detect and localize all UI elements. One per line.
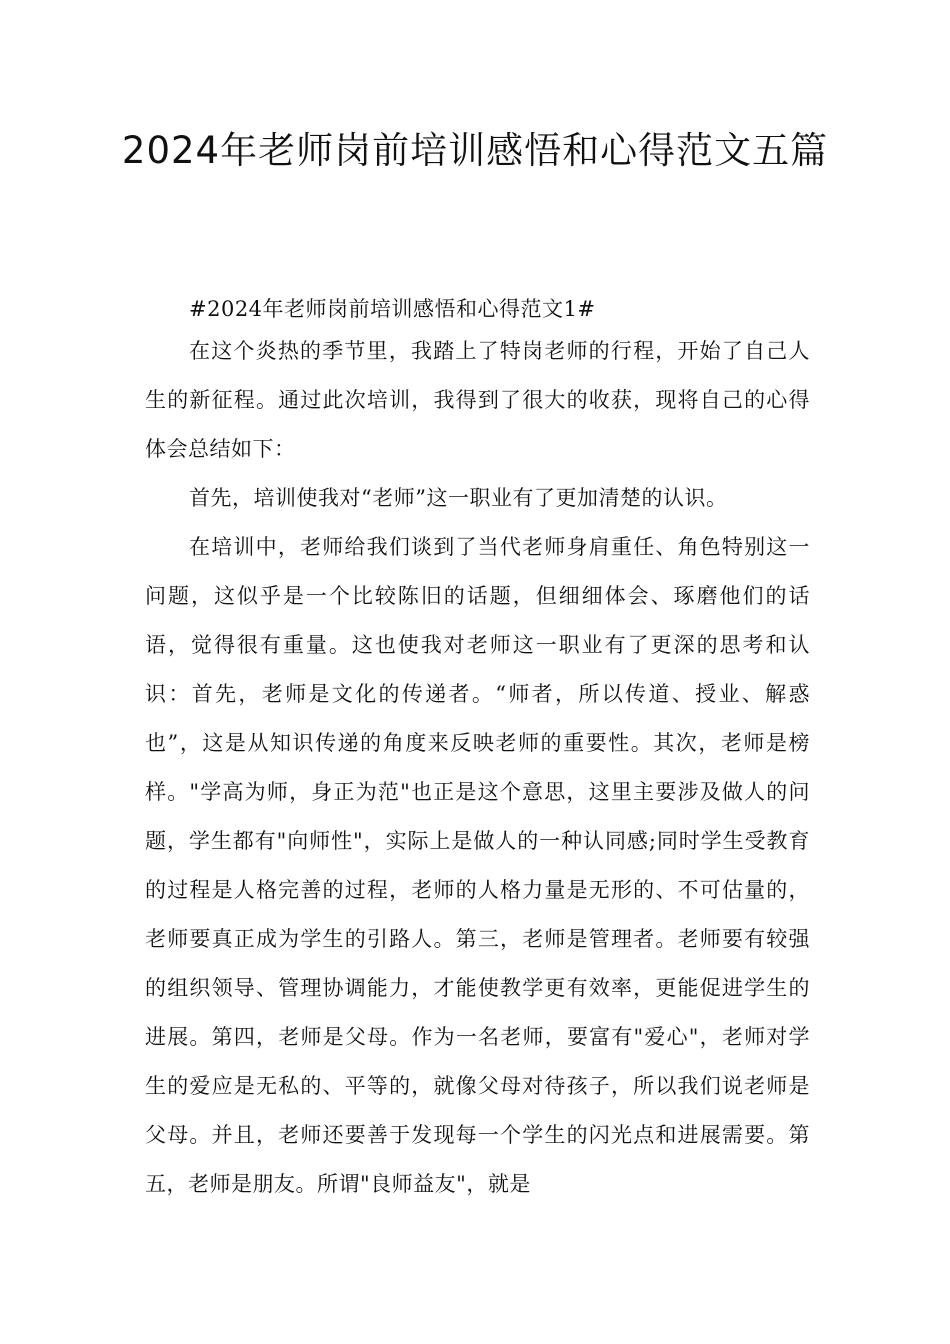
paragraph-1: 在这个炎热的季节里，我踏上了特岗老师的行程，开始了自己人生的新征程。通过此次培训，我得到了很大的收获，现将自己的心得体会总结如下： (145, 339, 810, 461)
document-title: 2024年老师岗前培训感悟和心得范文五篇 (121, 129, 829, 172)
paragraph-2: 首先，培训使我对“老师”这一职业有了更加清楚的认识。 (189, 486, 728, 510)
paragraph-3: 在培训中，老师给我们谈到了当代老师身肩重任、角色特别这一问题，这似乎是一个比较陈旧的话题，但细细体会、琢磨他们的话语，觉得很有重量。这也使我对老师这一职业有了更深的思考和认识：首先，老师是文化的传递者。“师者，所以传道、授业、解惑也”，这是从知识传递的角度来反映老师的重要性。其次，老师是榜样。"学高为师，身正为范"也正是这个意思，这里主要涉及做人的问题，学生都有"向师性"，实际上是做人的一种认同感;同时学生受教育的过程是人格完善的过程，老师的人格力量是无形的、不可估量的，老师要真正成为学生的引路人。第三，老师是管理者。老师要有较强的组织领导、管理协调能力，才能使教学更有效率，更能促进学生的进展。第四，老师是父母。作为一名老师，要富有"爱心"，老师对学生的爱应是无私的、平等的，就像父母对待孩子，所以我们说老师是父母。并且，老师还要善于发现每一个学生的闪光点和进展需要。第五，老师是朋友。所谓"良师益友"，就是 (145, 535, 810, 1196)
section-heading: #2024年老师岗前培训感悟和心得范文1# (189, 297, 596, 321)
